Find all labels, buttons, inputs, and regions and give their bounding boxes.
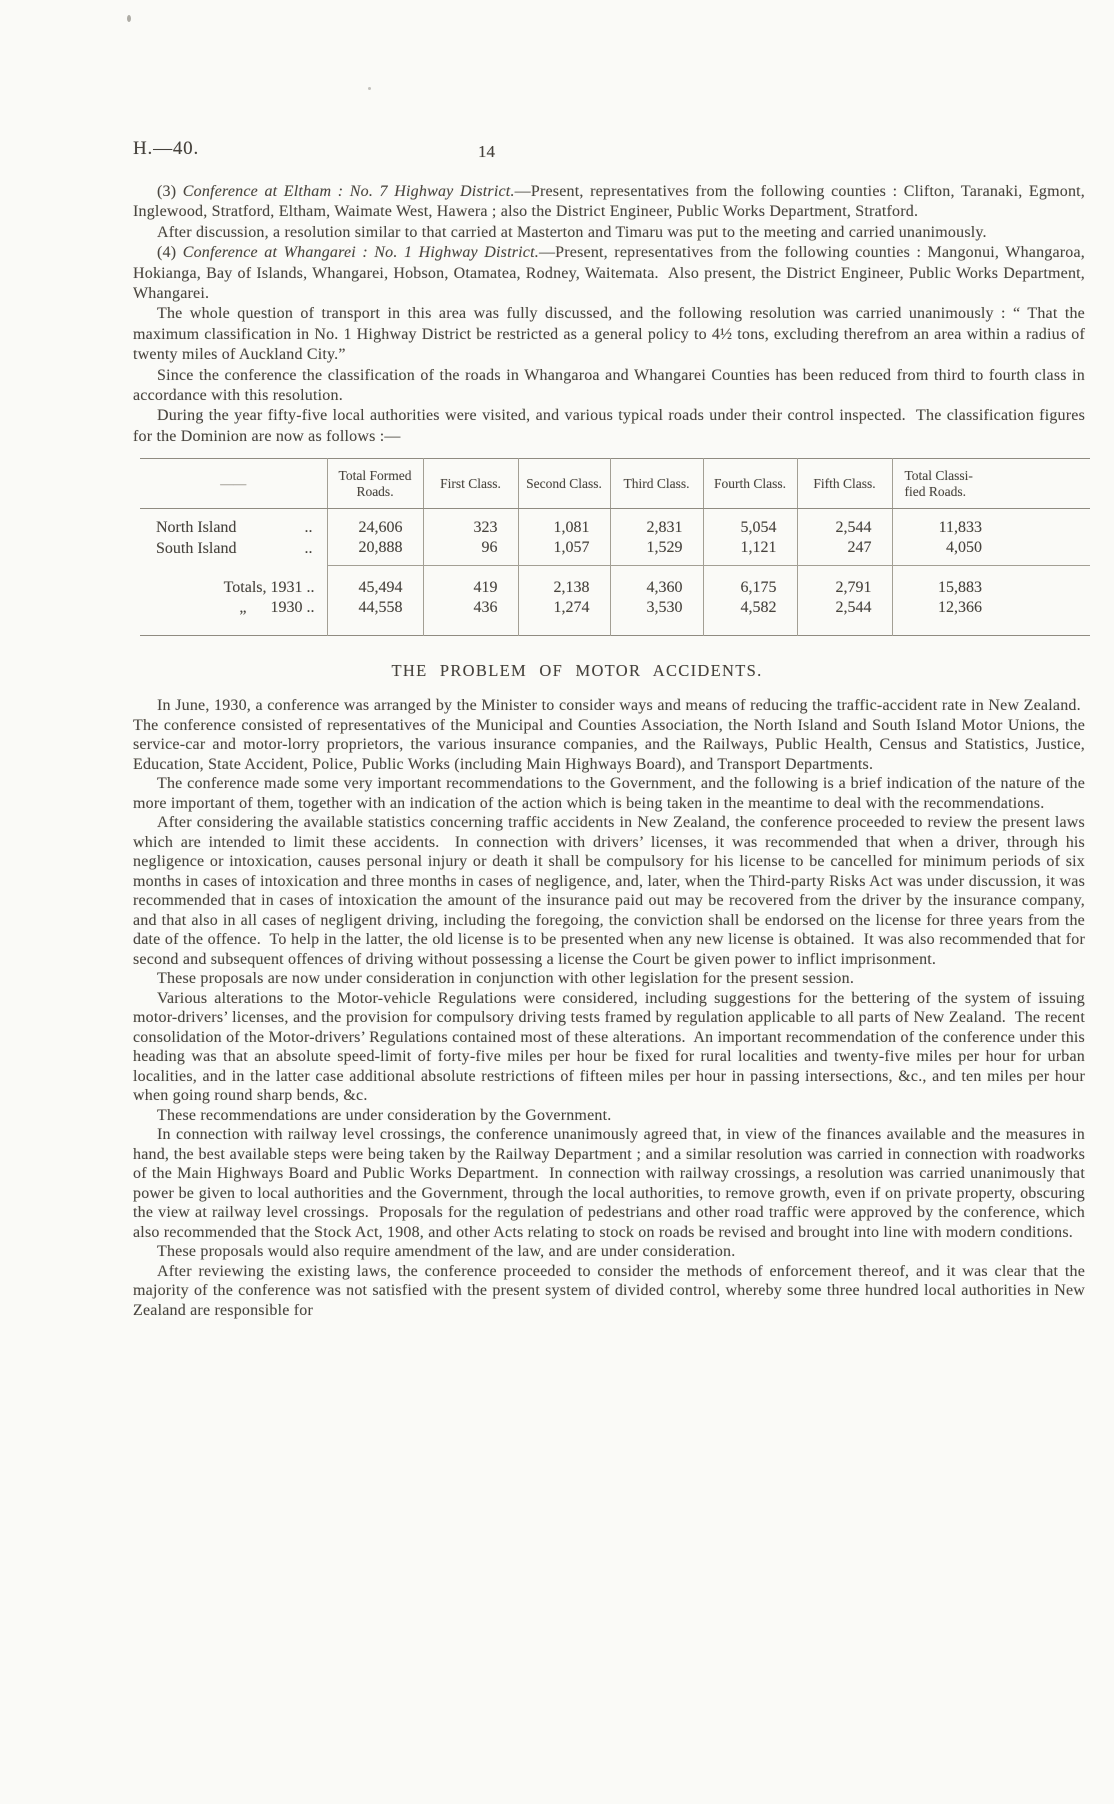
paragraph-text: Since the conference the classification of the roads in Whangaroa and Whangarei Counties has been reduced from third to fourth class in accordance with this resolution. [133,366,1085,405]
cell-value: 4,582 [703,598,797,636]
cell-value: 45,494 [327,566,423,599]
cell-value: 2,544 [797,509,892,539]
column-header-fourth-class: Fourth Class. [703,459,797,509]
cell-value: 5,054 [703,509,797,539]
section-paragraph: In connection with railway level crossings, the conference unanimously agreed that, in view of the finances available and the measures in hand, the best available steps were being taken by the Railway Department ; and a similar resolution was carried in connection with roadworks of the Main Highways Board and Public Works Department. In connection with railway crossings, a resolution was carried unanimously that power be given to local authorities and the Government, through the local authorities, to remove growth, even if on private property, obscuring the view at railway level crossings. Proposals for the regulation of pedestrians and other road traffic were approved by the conference, which also recommended that the Stock Act, 1908, and other Acts relating to stock on roads be revised and brought into line with modern conditions. [133,1126,1085,1241]
cell-value: 1,057 [518,538,610,566]
cell-value: 2,831 [610,509,703,539]
table-row-north-island [140,509,1090,539]
column-header-first-class: First Class. [423,459,518,509]
cell-value: 15,883 [892,566,1090,599]
section-paragraph: Various alterations to the Motor-vehicle Regulations were considered, including suggestions for the bettering of the system of issuing motor-drivers’ licenses, and the provision for compulsory driving tests framed by regulation applicable to all parts of New Zealand. The recent consolidation of the Motor-drivers’ Regulations contained most of these alterations. An important recommendation of the conference under this heading was that an absolute speed-limit of forty-five miles per hour be fixed for rural localities and twenty-five miles per hour for urban localities, and in the latter case additional absolute restrictions of fifteen miles per hour in passing intersections, &c., and ten miles per hour when going round sharp bends, &c. [133,989,1085,1105]
cell-value: 20,888 [327,538,423,566]
cell-value: 11,833 [892,509,1090,539]
cell-value: 44,558 [327,598,423,636]
paragraph-text: During the year fifty-five local authorities were visited, and various typical roads under their control inspected. The classification figures for the Dominion are now as follows :— [133,407,1085,445]
row-label: „ 1930 .. [239,599,315,617]
cell-value: 4,360 [610,566,703,599]
cell-value: 12,366 [892,598,1090,636]
classification-table [140,458,1090,636]
cell-value: 1,274 [518,598,610,636]
column-header-total-formed: Total Formed Roads. [327,459,423,509]
table-row-totals-1930 [140,598,1090,636]
paragraph-text: The whole question of transport in this area was fully discussed, and the following resolution was carried unanimously : “ That the maximum classification in No. 1 Highway District be restricted as a general policy to 4½ tons, excluding therefrom an area within a radius of twenty miles of Auckland City.” [133,305,1085,364]
cell-value: 24,606 [327,509,423,539]
page-number: 14 [478,142,495,161]
page-body [133,182,1085,1320]
section-heading: THE PROBLEM OF MOTOR ACCIDENTS. [391,661,763,681]
cell-value: 2,544 [797,598,892,636]
paragraph-text: —Present, representatives from the following counties : Clifton, Taranaki, Egmont, Inglewood, Stratford, Eltham, Waimate West, Hawera ; also the District Engineer, Public Works Department, Stratford. [133,183,1085,221]
cell-value: 2,138 [518,566,610,599]
cell-value: 4,050 [892,538,1090,566]
column-header-third-class: Third Class. [610,459,703,509]
cell-value: 247 [797,538,892,566]
document-ref: H.—40. [133,138,200,159]
cell-value: 6,175 [703,566,797,599]
cell-value: 323 [423,509,518,539]
cell-value: 2,791 [797,566,892,599]
table-row-totals-1931 [140,566,1090,599]
row-label: South Island .. [156,539,313,557]
paragraph-text: —Present, representatives from the following counties : Mangonui, Whangaroa, Hokianga, Bay of Islands, Whangarei, Hobson, Otamatea, Rodney, Waitemata. Also present, the District Engineer, Public Works Department, Whangarei. [133,244,1085,303]
section-paragraph: After considering the available statistics concerning traffic accidents in New Zealand, the conference proceeded to review the present laws which are intended to limit these accidents. In connection with drivers’ licenses, it was recommended that when a driver, through his negligence or intoxication, causes personal injury or death it shall be compulsory for his license to be cancelled for minimum periods of six months in cases of intoxication and three months in cases of negligence, and, later, when the Third-party Risks Act was under discussion, it was recommended that in cases of intoxication the amount of the insurance paid out may be recovered from the driver by the insurance company, and that also in all cases of negligent driving, including the foregoing, the conviction shall be endorsed on the license for three years from the date of the offence. To help in the latter, the old license is to be presented when any new license is obtained. It was also recommended that for second and subsequent offences of driving without possessing a license the Court be given power to inflict imprisonment. [133,814,1085,968]
table-row-south-island [140,538,1090,566]
motor-accidents-section [133,661,1085,1320]
intro-paragraph [133,243,1085,304]
column-header-fifth-class: Fifth Class. [797,459,892,509]
section-paragraph: The conference made some very important recommendations to the Government, and the following is a brief indication of the nature of the more important of them, together with an indication of the action which is being taken in the meantime to deal with the recommendations. [133,775,1085,812]
conference-title: Conference at Whangarei : No. 1 Highway District. [182,244,539,262]
dot-leader: .. [304,519,313,537]
scan-speck [368,87,371,90]
row-label: North Island .. [156,519,313,537]
cell-value: 1,081 [518,509,610,539]
intro-paragraph [133,182,1085,223]
row-label: Totals, 1931 .. [223,579,315,597]
scan-speck [127,15,131,22]
paragraph-text: After discussion, a resolution similar to that carried at Masterton and Timaru was put to the meeting and carried unanimously. [157,223,987,241]
cell-value: 96 [423,538,518,566]
table-header-row [140,459,1090,509]
section-paragraph: In June, 1930, a conference was arranged by the Minister to consider ways and means of reducing the traffic-accident rate in New Zealand. The conference consisted of representatives of the Municipal and Counties Association, the North Island and South Island Motor Unions, the service-car and motor-lorry proprietors, the various insurance companies, and the Railways, Public Health, Census and Statistics, Justice, Education, State Accident, Police, Public Works (including Main Highways Board), and Transport Departments. [133,697,1085,773]
column-header-second-class: Second Class. [518,459,610,509]
section-paragraph: These recommendations are under consideration by the Government. [157,1106,612,1124]
cell-value: 3,530 [610,598,703,636]
paragraph-number: (3) [157,183,183,200]
paragraph-number: (4) [157,244,183,262]
cell-value: 436 [423,598,518,636]
intro-paragraph [133,304,1085,365]
cell-value: 419 [423,566,518,599]
intro-paragraph [133,223,1085,243]
section-paragraph: These proposals are now under consideration in conjunction with other legislation for the present session. [157,970,855,988]
intro-paragraph [133,366,1085,407]
cell-value: 1,529 [610,538,703,566]
column-header-total-classified: Total Classi- fied Roads. [892,459,1090,509]
dot-leader: .. [304,539,313,557]
section-paragraph: These proposals would also require amendment of the law, and are under consideration. [157,1243,736,1261]
column-header-blank: —— [140,459,327,509]
cell-value: 1,121 [703,538,797,566]
intro-paragraph [133,406,1085,447]
conference-title: Conference at Eltham : No. 7 Highway District. [182,183,515,200]
section-paragraph: After reviewing the existing laws, the conference proceeded to consider the methods of enforcement thereof, and it was clear that the majority of the conference was not satisfied with the present system of divided control, whereby some three hundred local authorities in New Zealand are responsible for [133,1262,1085,1319]
